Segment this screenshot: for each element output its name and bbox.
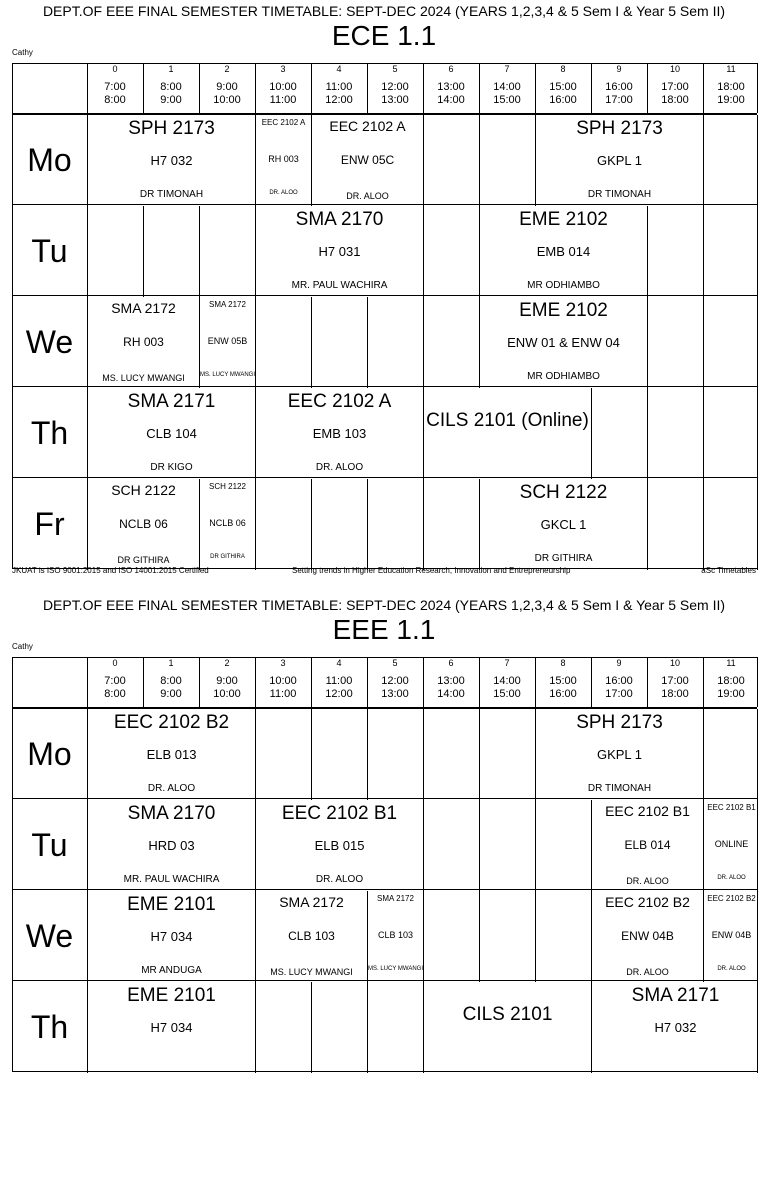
cell-divider <box>757 206 758 297</box>
lesson-card[interactable] <box>256 800 423 891</box>
period-time <box>535 81 591 107</box>
period-end: 14:00 <box>437 688 465 700</box>
teacher-name: MS. LUCY MWANGI <box>102 373 185 383</box>
lesson-card[interactable] <box>704 800 759 891</box>
teacher-name: DR. ALOO <box>717 966 746 972</box>
teacher-name: DR TIMONAH <box>139 189 204 200</box>
room-label: ENW 05C <box>340 153 395 167</box>
course-code: CILS 2101 <box>462 1004 553 1025</box>
cell-divider <box>647 206 648 297</box>
room-label: CLB 104 <box>146 426 197 441</box>
period-end: 12:00 <box>325 688 353 700</box>
cell-divider <box>311 709 312 800</box>
course-code: SMA 2172 <box>209 300 246 309</box>
period-end: 16:00 <box>549 688 577 700</box>
room-label: ELB 015 <box>314 838 365 853</box>
lesson-card[interactable] <box>200 479 255 570</box>
teacher-name: DR GITHIRA <box>534 553 593 564</box>
lesson-card[interactable] <box>480 479 647 570</box>
cell-divider <box>647 479 648 570</box>
day-label-fr: Fr <box>34 506 65 542</box>
period-end: 17:00 <box>605 94 633 106</box>
period-time <box>423 81 479 107</box>
period-time <box>703 675 759 701</box>
period-number: 11 <box>726 64 736 74</box>
footer-right: aSc Timetables <box>701 566 756 575</box>
room-label: CLB 103 <box>288 929 335 943</box>
day-label-th: Th <box>30 1009 69 1045</box>
room-label: ELB 013 <box>146 747 197 762</box>
period-number: 8 <box>560 64 566 74</box>
cell-divider <box>311 297 312 388</box>
course-code: EME 2102 <box>519 209 608 230</box>
period-end: 19:00 <box>717 94 745 106</box>
period-time <box>143 675 199 701</box>
timetable-grid <box>12 63 757 568</box>
cell-divider <box>255 479 256 570</box>
period-end: 13:00 <box>381 94 409 106</box>
cell-divider <box>423 297 424 388</box>
lesson-card[interactable] <box>424 982 591 1073</box>
lesson-card[interactable] <box>88 709 255 800</box>
day-label-tu: Tu <box>31 827 68 863</box>
room-label: GKPL 1 <box>596 153 643 168</box>
period-start: 11:00 <box>325 81 353 93</box>
cell-divider <box>479 115 480 206</box>
teacher-name: MS. LUCY MWANGI <box>368 966 423 972</box>
period-end: 11:00 <box>269 688 297 700</box>
lesson-card[interactable] <box>88 297 199 388</box>
period-end: 11:00 <box>269 94 297 106</box>
cell-divider <box>591 388 592 479</box>
cell-divider <box>311 982 312 1073</box>
cell-divider <box>367 479 368 570</box>
period-end: 8:00 <box>104 94 126 106</box>
period-number: 7 <box>504 64 510 74</box>
period-time <box>479 81 535 107</box>
teacher-name: MR ODHIAMBO <box>527 371 600 382</box>
lesson-card[interactable] <box>480 206 647 297</box>
room-label: RH 003 <box>268 154 299 164</box>
grid-border-left <box>12 63 13 568</box>
day-label-mo: Mo <box>27 736 72 772</box>
lesson-card[interactable] <box>256 206 423 297</box>
period-end: 13:00 <box>381 688 409 700</box>
lesson-card[interactable] <box>88 891 255 982</box>
course-code: EME 2101 <box>127 985 216 1006</box>
period-number: 2 <box>224 64 230 74</box>
day-label-tu: Tu <box>31 233 68 269</box>
period-start: 14:00 <box>493 81 521 93</box>
course-code: EME 2101 <box>127 894 216 915</box>
room-label: GKPL 1 <box>596 747 643 762</box>
period-time <box>255 81 311 107</box>
cell-divider <box>255 297 256 388</box>
teacher-name: DR KIGO <box>150 462 193 473</box>
lesson-card[interactable] <box>256 115 311 206</box>
cell-divider <box>757 388 758 479</box>
room-label: H7 032 <box>654 1020 697 1035</box>
teacher-name: DR GITHIRA <box>210 554 245 560</box>
teacher-name: MS. LUCY MWANGI <box>200 372 255 378</box>
course-code: SCH 2122 <box>519 482 608 503</box>
course-code: SMA 2171 <box>127 391 216 412</box>
room-label: ENW 04B <box>711 930 752 940</box>
period-end: 17:00 <box>605 688 633 700</box>
room-label: EMB 103 <box>312 426 367 441</box>
period-number: 3 <box>280 64 286 74</box>
course-code: SCH 2122 <box>209 482 246 491</box>
period-number: 6 <box>448 658 454 668</box>
lesson-card[interactable] <box>368 891 423 982</box>
period-start: 16:00 <box>605 81 633 93</box>
period-number: 2 <box>224 658 230 668</box>
course-code: EEC 2102 B1 <box>281 803 398 824</box>
period-time <box>143 81 199 107</box>
cell-divider <box>423 709 424 800</box>
teacher-name: DR. ALOO <box>626 967 669 977</box>
period-start: 7:00 <box>104 675 126 687</box>
period-start: 16:00 <box>605 675 633 687</box>
lesson-card[interactable] <box>536 709 703 800</box>
room-label: NCLB 06 <box>119 517 168 531</box>
lesson-card[interactable] <box>424 388 591 479</box>
cell-divider <box>255 982 256 1073</box>
period-number: 4 <box>336 658 342 668</box>
period-start: 15:00 <box>549 675 577 687</box>
course-code: CILS 2101 (Online) <box>426 410 589 431</box>
lesson-card[interactable] <box>256 388 423 479</box>
teacher-name: DR. ALOO <box>147 783 196 794</box>
period-time <box>87 675 143 701</box>
cell-divider <box>479 709 480 800</box>
cell-divider <box>367 297 368 388</box>
period-number: 3 <box>280 658 286 668</box>
period-time <box>255 675 311 701</box>
course-code: SMA 2170 <box>127 803 216 824</box>
period-number: 1 <box>168 658 174 668</box>
cell-divider <box>535 800 536 891</box>
course-code: EME 2102 <box>519 300 608 321</box>
day-label-mo: Mo <box>27 142 72 178</box>
room-label: H7 031 <box>318 244 361 259</box>
teacher-name: MS. LUCY MWANGI <box>270 967 353 977</box>
room-label: ENW 05B <box>207 336 248 346</box>
period-number: 0 <box>112 658 118 668</box>
period-time <box>591 675 647 701</box>
period-start: 11:00 <box>325 675 353 687</box>
teacher-name: MR ANDUGA <box>141 965 202 976</box>
course-code: EEC 2102 B2 <box>707 894 756 903</box>
course-code: SMA 2172 <box>377 894 414 903</box>
course-code: EEC 2102 A <box>287 391 392 412</box>
period-number: 1 <box>168 64 174 74</box>
cell-divider <box>423 891 424 982</box>
department-heading: DEPT.OF EEE FINAL SEMESTER TIMETABLE: SEPT-DEC 2024 (YEARS 1,2,3,4 & 5 Sem I & Year 5 Sem II) <box>42 597 726 613</box>
cell-divider <box>757 297 758 388</box>
author-label: Cathy <box>12 48 33 57</box>
room-label: ENW 04B <box>621 929 674 943</box>
period-start: 7:00 <box>104 81 126 93</box>
period-end: 18:00 <box>661 688 689 700</box>
cell-divider <box>703 479 704 570</box>
course-code: SMA 2171 <box>631 985 720 1006</box>
room-label: GKCL 1 <box>540 517 587 532</box>
period-number: 5 <box>392 64 398 74</box>
lesson-card[interactable] <box>592 982 759 1073</box>
cell-divider <box>703 115 704 206</box>
day-label-th: Th <box>30 415 69 451</box>
period-number: 5 <box>392 658 398 668</box>
cell-divider <box>311 479 312 570</box>
period-time <box>479 675 535 701</box>
cell-divider <box>647 297 648 388</box>
day-col-divider <box>87 206 88 297</box>
teacher-name: DR. ALOO <box>315 874 364 885</box>
period-number: 8 <box>560 658 566 668</box>
period-number: 4 <box>336 64 342 74</box>
room-label: ELB 014 <box>624 838 671 852</box>
cell-divider <box>479 800 480 891</box>
teacher-name: DR. ALOO <box>346 191 389 201</box>
period-end: 19:00 <box>717 688 745 700</box>
period-start: 14:00 <box>493 675 521 687</box>
course-code: EEC 2102 B2 <box>605 894 690 910</box>
footer-center: Setting trends in Higher Education Research, Innovation and Entrepreneurship <box>292 566 571 575</box>
period-time <box>311 81 367 107</box>
cell-divider <box>423 206 424 297</box>
timetable-block <box>0 3 768 603</box>
room-label: NCLB 06 <box>209 518 246 528</box>
cell-divider <box>423 479 424 570</box>
course-code: EEC 2102 B2 <box>113 712 230 733</box>
room-label: H7 034 <box>150 929 193 944</box>
period-start: 8:00 <box>160 81 182 93</box>
cell-divider <box>367 709 368 800</box>
course-code: SMA 2170 <box>295 209 384 230</box>
lesson-card[interactable] <box>256 891 367 982</box>
lesson-card[interactable] <box>312 115 423 206</box>
period-time <box>647 81 703 107</box>
period-number: 9 <box>616 64 622 74</box>
cell-divider <box>535 891 536 982</box>
timetable-grid <box>12 657 757 1071</box>
period-end: 10:00 <box>213 688 241 700</box>
period-time <box>423 675 479 701</box>
cell-divider <box>423 800 424 891</box>
room-label: H7 032 <box>150 153 193 168</box>
period-number: 7 <box>504 658 510 668</box>
period-time <box>367 81 423 107</box>
period-time <box>367 675 423 701</box>
period-number: 10 <box>669 658 680 668</box>
period-number: 10 <box>669 64 680 74</box>
teacher-name: DR TIMONAH <box>587 783 652 794</box>
cell-divider <box>367 982 368 1073</box>
period-number: 9 <box>616 658 622 668</box>
lesson-card[interactable] <box>88 982 255 1073</box>
course-code: SMA 2172 <box>111 300 176 316</box>
period-end: 18:00 <box>661 94 689 106</box>
teacher-name: MR. PAUL WACHIRA <box>291 280 388 291</box>
teacher-name: DR TIMONAH <box>587 189 652 200</box>
period-end: 16:00 <box>549 94 577 106</box>
period-start: 12:00 <box>381 81 409 93</box>
course-code: EEC 2102 B1 <box>707 803 756 812</box>
period-time <box>647 675 703 701</box>
day-label-we: We <box>25 324 74 360</box>
room-label: ONLINE <box>714 839 749 849</box>
author-label: Cathy <box>12 642 33 651</box>
footer-left: JKUAT is ISO 9001:2015 and ISO 14001:2015 Certified <box>12 566 209 575</box>
course-code: SMA 2172 <box>279 894 344 910</box>
period-start: 13:00 <box>437 81 465 93</box>
cell-divider <box>143 206 144 297</box>
course-code: EEC 2102 B1 <box>605 803 690 819</box>
cell-divider <box>703 709 704 800</box>
period-time <box>199 675 255 701</box>
cell-divider <box>479 891 480 982</box>
lesson-card[interactable] <box>88 115 255 206</box>
period-start: 15:00 <box>549 81 577 93</box>
course-code: EEC 2102 A <box>329 118 406 134</box>
course-code: SPH 2173 <box>576 712 663 733</box>
cell-divider <box>757 115 758 206</box>
period-start: 18:00 <box>717 675 745 687</box>
period-time <box>591 81 647 107</box>
period-time <box>311 675 367 701</box>
room-label: CLB 103 <box>377 930 414 940</box>
lesson-card[interactable] <box>592 891 703 982</box>
course-code: SPH 2173 <box>576 118 663 139</box>
period-start: 17:00 <box>661 675 689 687</box>
period-time <box>87 81 143 107</box>
lesson-card[interactable] <box>536 115 703 206</box>
period-end: 9:00 <box>160 94 182 106</box>
teacher-name: DR. ALOO <box>717 875 746 881</box>
period-end: 12:00 <box>325 94 353 106</box>
room-label: HRD 03 <box>148 838 195 853</box>
department-heading: DEPT.OF EEE FINAL SEMESTER TIMETABLE: SEPT-DEC 2024 (YEARS 1,2,3,4 & 5 Sem I & Year 5 Sem II) <box>42 3 726 19</box>
teacher-name: DR GITHIRA <box>117 555 170 565</box>
teacher-name: MR ODHIAMBO <box>527 280 600 291</box>
cell-divider <box>703 388 704 479</box>
class-title: EEE 1.1 <box>332 614 436 645</box>
period-start: 18:00 <box>717 81 745 93</box>
lesson-card[interactable] <box>88 800 255 891</box>
cell-divider <box>703 297 704 388</box>
room-label: RH 003 <box>123 335 164 349</box>
period-end: 8:00 <box>104 688 126 700</box>
course-code: SPH 2173 <box>128 118 215 139</box>
period-start: 9:00 <box>216 81 238 93</box>
cell-divider <box>199 206 200 297</box>
cell-divider <box>255 709 256 800</box>
teacher-name: DR. ALOO <box>269 190 298 196</box>
class-title: ECE 1.1 <box>331 20 437 51</box>
period-number: 0 <box>112 64 118 74</box>
cell-divider <box>647 388 648 479</box>
lesson-card[interactable] <box>592 800 703 891</box>
period-number: 11 <box>726 658 736 668</box>
teacher-name: MR. PAUL WACHIRA <box>123 874 220 885</box>
teacher-name: DR. ALOO <box>315 462 364 473</box>
lesson-card[interactable] <box>704 891 759 982</box>
period-start: 9:00 <box>216 675 238 687</box>
cell-divider <box>757 479 758 570</box>
period-time <box>535 675 591 701</box>
day-label-we: We <box>25 918 74 954</box>
period-end: 9:00 <box>160 688 182 700</box>
room-label: H7 034 <box>150 1020 193 1035</box>
period-end: 14:00 <box>437 94 465 106</box>
cell-divider <box>423 115 424 206</box>
period-start: 13:00 <box>437 675 465 687</box>
period-start: 8:00 <box>160 675 182 687</box>
room-label: ENW 01 & ENW 04 <box>507 335 620 350</box>
period-start: 10:00 <box>269 81 297 93</box>
period-start: 10:00 <box>269 675 297 687</box>
course-code: SCH 2122 <box>111 482 176 498</box>
timetable-block <box>0 597 768 1197</box>
lesson-card[interactable] <box>88 388 255 479</box>
cell-divider <box>703 206 704 297</box>
period-time <box>199 81 255 107</box>
period-start: 17:00 <box>661 81 689 93</box>
period-end: 15:00 <box>493 688 521 700</box>
lesson-card[interactable] <box>88 479 199 570</box>
lesson-card[interactable] <box>480 297 647 388</box>
period-start: 12:00 <box>381 675 409 687</box>
period-end: 10:00 <box>213 94 241 106</box>
period-time <box>703 81 759 107</box>
teacher-name: DR. ALOO <box>626 876 669 886</box>
room-label: EMB 014 <box>536 244 591 259</box>
cell-divider <box>757 709 758 800</box>
period-end: 15:00 <box>493 94 521 106</box>
period-number: 6 <box>448 64 454 74</box>
course-code: EEC 2102 A <box>261 118 306 127</box>
lesson-card[interactable] <box>200 297 255 388</box>
